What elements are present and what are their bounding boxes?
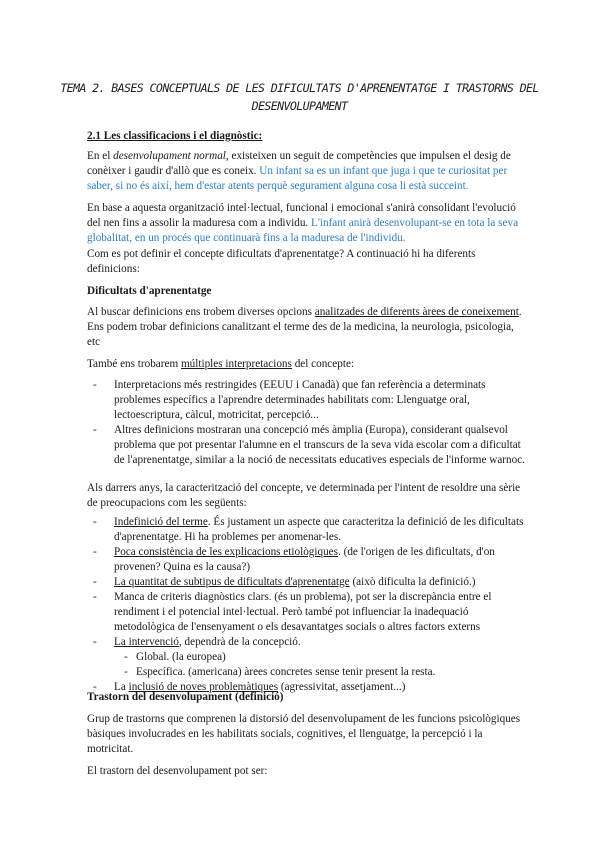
list-item	[87, 635, 527, 680]
interpretations-text-a: També ens trobarem	[87, 358, 181, 370]
definitions-text-b: . Ens podem trobar definicions canalitzant el terme des de la medicina, la neurologia, psicologia, etc	[87, 306, 522, 348]
intro-text-a: En el	[87, 150, 114, 162]
document-title-line-2: DESENVOLUPAMENT	[251, 99, 348, 113]
organization-highlight: L'infant anirà desenvolupant-se en tota la seva globalitat, en un procés que continuarà fins a la maduresa de l'individu.	[87, 217, 519, 244]
concern-5-text: , dependrà de la concepció.	[178, 636, 301, 648]
concern-2-text: . (de l'origen de les dificultats, d'on provenen? Quina es la causa?)	[114, 546, 495, 573]
definitions-underline: analitzades de diferents àrees de coneixement	[314, 306, 519, 318]
paragraph-trastorn-definition: Grup de trastorns que comprenen la distorsió del desenvolupament de les funcions psicològiques bàsiques involucrades en les habilitats socials, cognitives, el llenguatge, la percepció i la motricitat.	[87, 713, 521, 755]
definitions-text-a: Al buscar definicions ens trobem diverses opcions	[87, 306, 315, 318]
section-heading: 2.1 Les classificacions i el diagnòstic:	[87, 130, 263, 142]
trastorn-heading: Trastorn del desenvolupament (definició)	[87, 691, 284, 703]
list-item	[87, 515, 527, 545]
concerns-list	[87, 515, 527, 695]
sub-list-item: - Específica. (americana) àrees concretes sense tenir present la resta.	[122, 665, 527, 680]
intro-emphasis: desenvolupament normal	[113, 150, 226, 162]
paragraph-intro	[87, 149, 527, 194]
paragraph-definitions	[87, 305, 527, 350]
paragraph-question: Com es pot definir el concepte dificultats d'aprenentatge? A continuació hi ha diferents definicions:	[87, 248, 476, 275]
sub-list-item: - Global. (la europea)	[122, 650, 527, 665]
paragraph-trastorn-types: El trastorn del desenvolupament pot ser:	[87, 765, 268, 777]
paragraph-concerns-intro: Als darrers anys, la caracterització del concepte, ve determinada per l'intent de resoldre una sèrie de preocupacions com les següents:	[87, 482, 521, 509]
intro-text-b: , existeixen un seguit de competències que impulsen el desig de conèixer i gaudir d'allò que es coneix.	[87, 150, 511, 177]
intro-highlight: Un infant sa es un infant que juga i que te curiositat per saber, si no és així, hem d'estar atents perquè segurament alguna cosa li està succeint.	[87, 165, 508, 192]
concern-3-underline: La quantitat de subtipus de dificultats d'aprenentatge	[114, 576, 350, 588]
paragraph-interpretations	[87, 357, 527, 372]
list-item: - Altres definicions mostraran una concepció més àmplia (Europa), considerant qualsevol problema que pot presentar l'alumne en el transcurs de la seva vida escolar com a dificultat de l'aprenentatge, similar a la noció de necessitats educatives especials de l'informe warnoc.	[87, 423, 527, 468]
organization-text: En base a aquesta organització intel·lectual, funcional i emocional s'anirà consolidant l'evolució del nen fins a assolir la maduresa com a individu.	[87, 202, 516, 229]
concern-1-underline: Indefinició del terme	[114, 516, 208, 528]
concern-6-text-b: (agressivitat, assetjament...)	[278, 681, 406, 693]
document-title-line-1: TEMA 2. BASES CONCEPTUALS DE LES DIFICULTATS D'APRENENTATGE I TRASTORNS DEL	[60, 81, 539, 95]
concern-5-underline: La intervenció	[114, 636, 179, 648]
concern-1-text: . És justament un aspecte que caracteritza la definició de les dificultats d'aprenentatge. Hi ha problemes per anomenar-les.	[114, 516, 524, 543]
concern-2-underline: Poca consistència de les explicacions etiològiques	[114, 546, 338, 558]
list-item: - Manca de criteris diagnòstics clars. (és un problema), pot ser la discrepància entre el rendiment i el potencial intel·lectual. Però també pot influenciar la inadequació metodològica de l'ensenyament o els desavantatges socials o altres factors externs	[87, 590, 527, 635]
list-item: - Interpretacions més restringides (EEUU i Canadà) que fan referència a determinats problemes específics a l'aprendre determinades habilitats com: Llenguatge oral, lectoescriptura, càlcul, motricitat, percepció...	[87, 378, 527, 423]
concern-6-text-a: La	[114, 681, 129, 693]
concern-6-underline: inclusió de noves problemàtiques	[128, 681, 279, 693]
interpretations-text-b: del concepte:	[291, 358, 355, 370]
list-item	[87, 545, 527, 575]
interpretations-underline: múltiples interpretacions	[180, 358, 292, 370]
concern-3-text: (això dificulta la definició.)	[349, 576, 476, 588]
dificultats-heading: Dificultats d'aprenentatge	[87, 285, 212, 297]
list-item	[87, 575, 527, 590]
interpretations-list	[87, 378, 527, 468]
paragraph-organization	[87, 201, 527, 246]
